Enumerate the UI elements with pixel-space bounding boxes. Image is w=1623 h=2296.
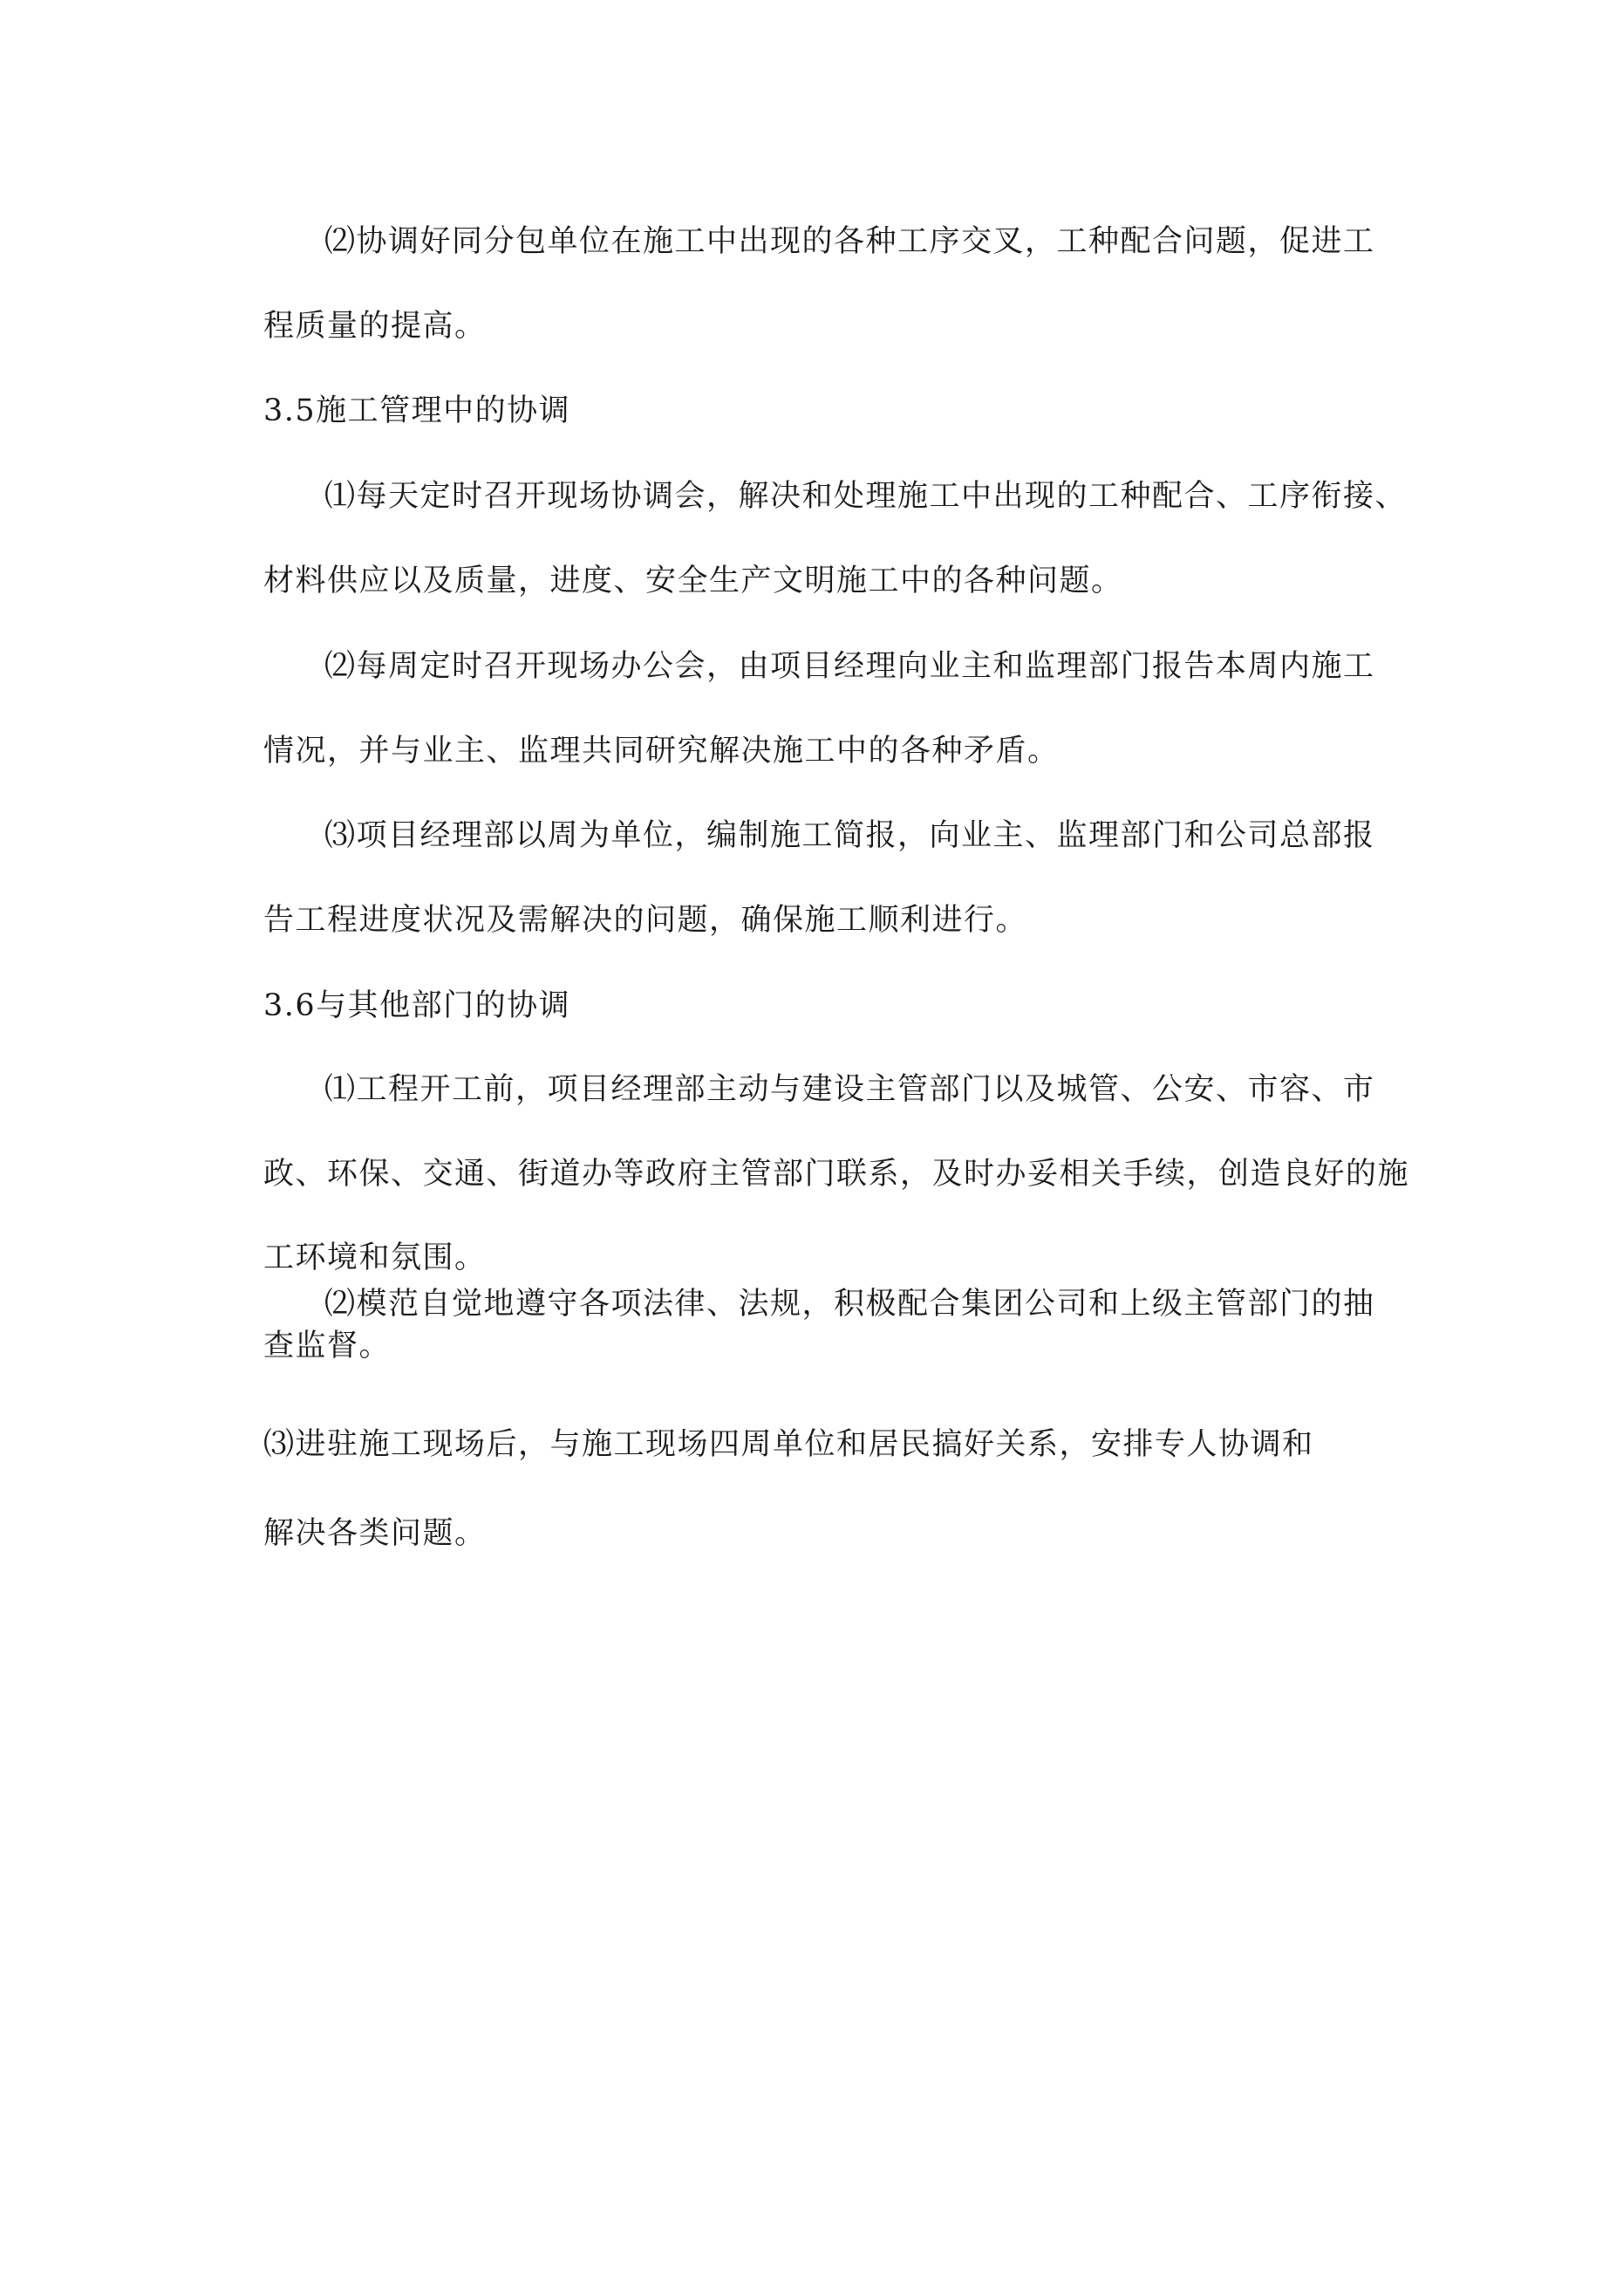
paragraph-line: 查监督。 <box>263 1329 392 1363</box>
paragraph-line: ⑶进驻施工现场后，与施工现场四周单位和居民搞好关系，安排专人协调和 <box>263 1427 1314 1462</box>
section-heading: 3.5施工管理中的协调 <box>263 393 571 428</box>
paragraph-line: 材料供应以及质量，进度、安全生产文明施工中的各种问题。 <box>263 564 1123 598</box>
paragraph-line: ⑵协调好同分包单位在施工中出现的各种工序交叉，工种配合问题，促进工 <box>324 224 1375 259</box>
paragraph-line: 情况，并与业主、监理共同研究解决施工中的各种矛盾。 <box>263 734 1060 769</box>
paragraph-line: ⑵每周定时召开现场办公会，由项目经理向业主和监理部门报告本周内施工 <box>324 649 1375 684</box>
paragraph-line: 政、环保、交通、街道办等政府主管部门联系，及时办妥相关手续，创造良好的施 <box>263 1157 1410 1192</box>
paragraph-line: 解决各类问题。 <box>263 1516 487 1551</box>
section-heading: 3.6与其他部门的协调 <box>263 988 571 1023</box>
paragraph-line: 告工程进度状况及需解决的问题，确保施工顺利进行。 <box>263 903 1028 938</box>
paragraph-line: ⑴工程开工前，项目经理部主动与建设主管部门以及城管、公安、市容、市 <box>324 1072 1375 1107</box>
paragraph-line: ⑴每天定时召开现场协调会，解决和处理施工中出现的工种配合、工序衔接、 <box>324 479 1408 514</box>
paragraph-line: 工环境和氛围。 <box>263 1240 487 1275</box>
paragraph-line: 程质量的提高。 <box>263 309 487 344</box>
paragraph-line: ⑵模范自觉地遵守各项法律、法规，积极配合集团公司和上级主管部门的抽 <box>324 1287 1375 1322</box>
paragraph-line: ⑶项目经理部以周为单位，编制施工简报，向业主、监理部门和公司总部报 <box>324 818 1375 853</box>
